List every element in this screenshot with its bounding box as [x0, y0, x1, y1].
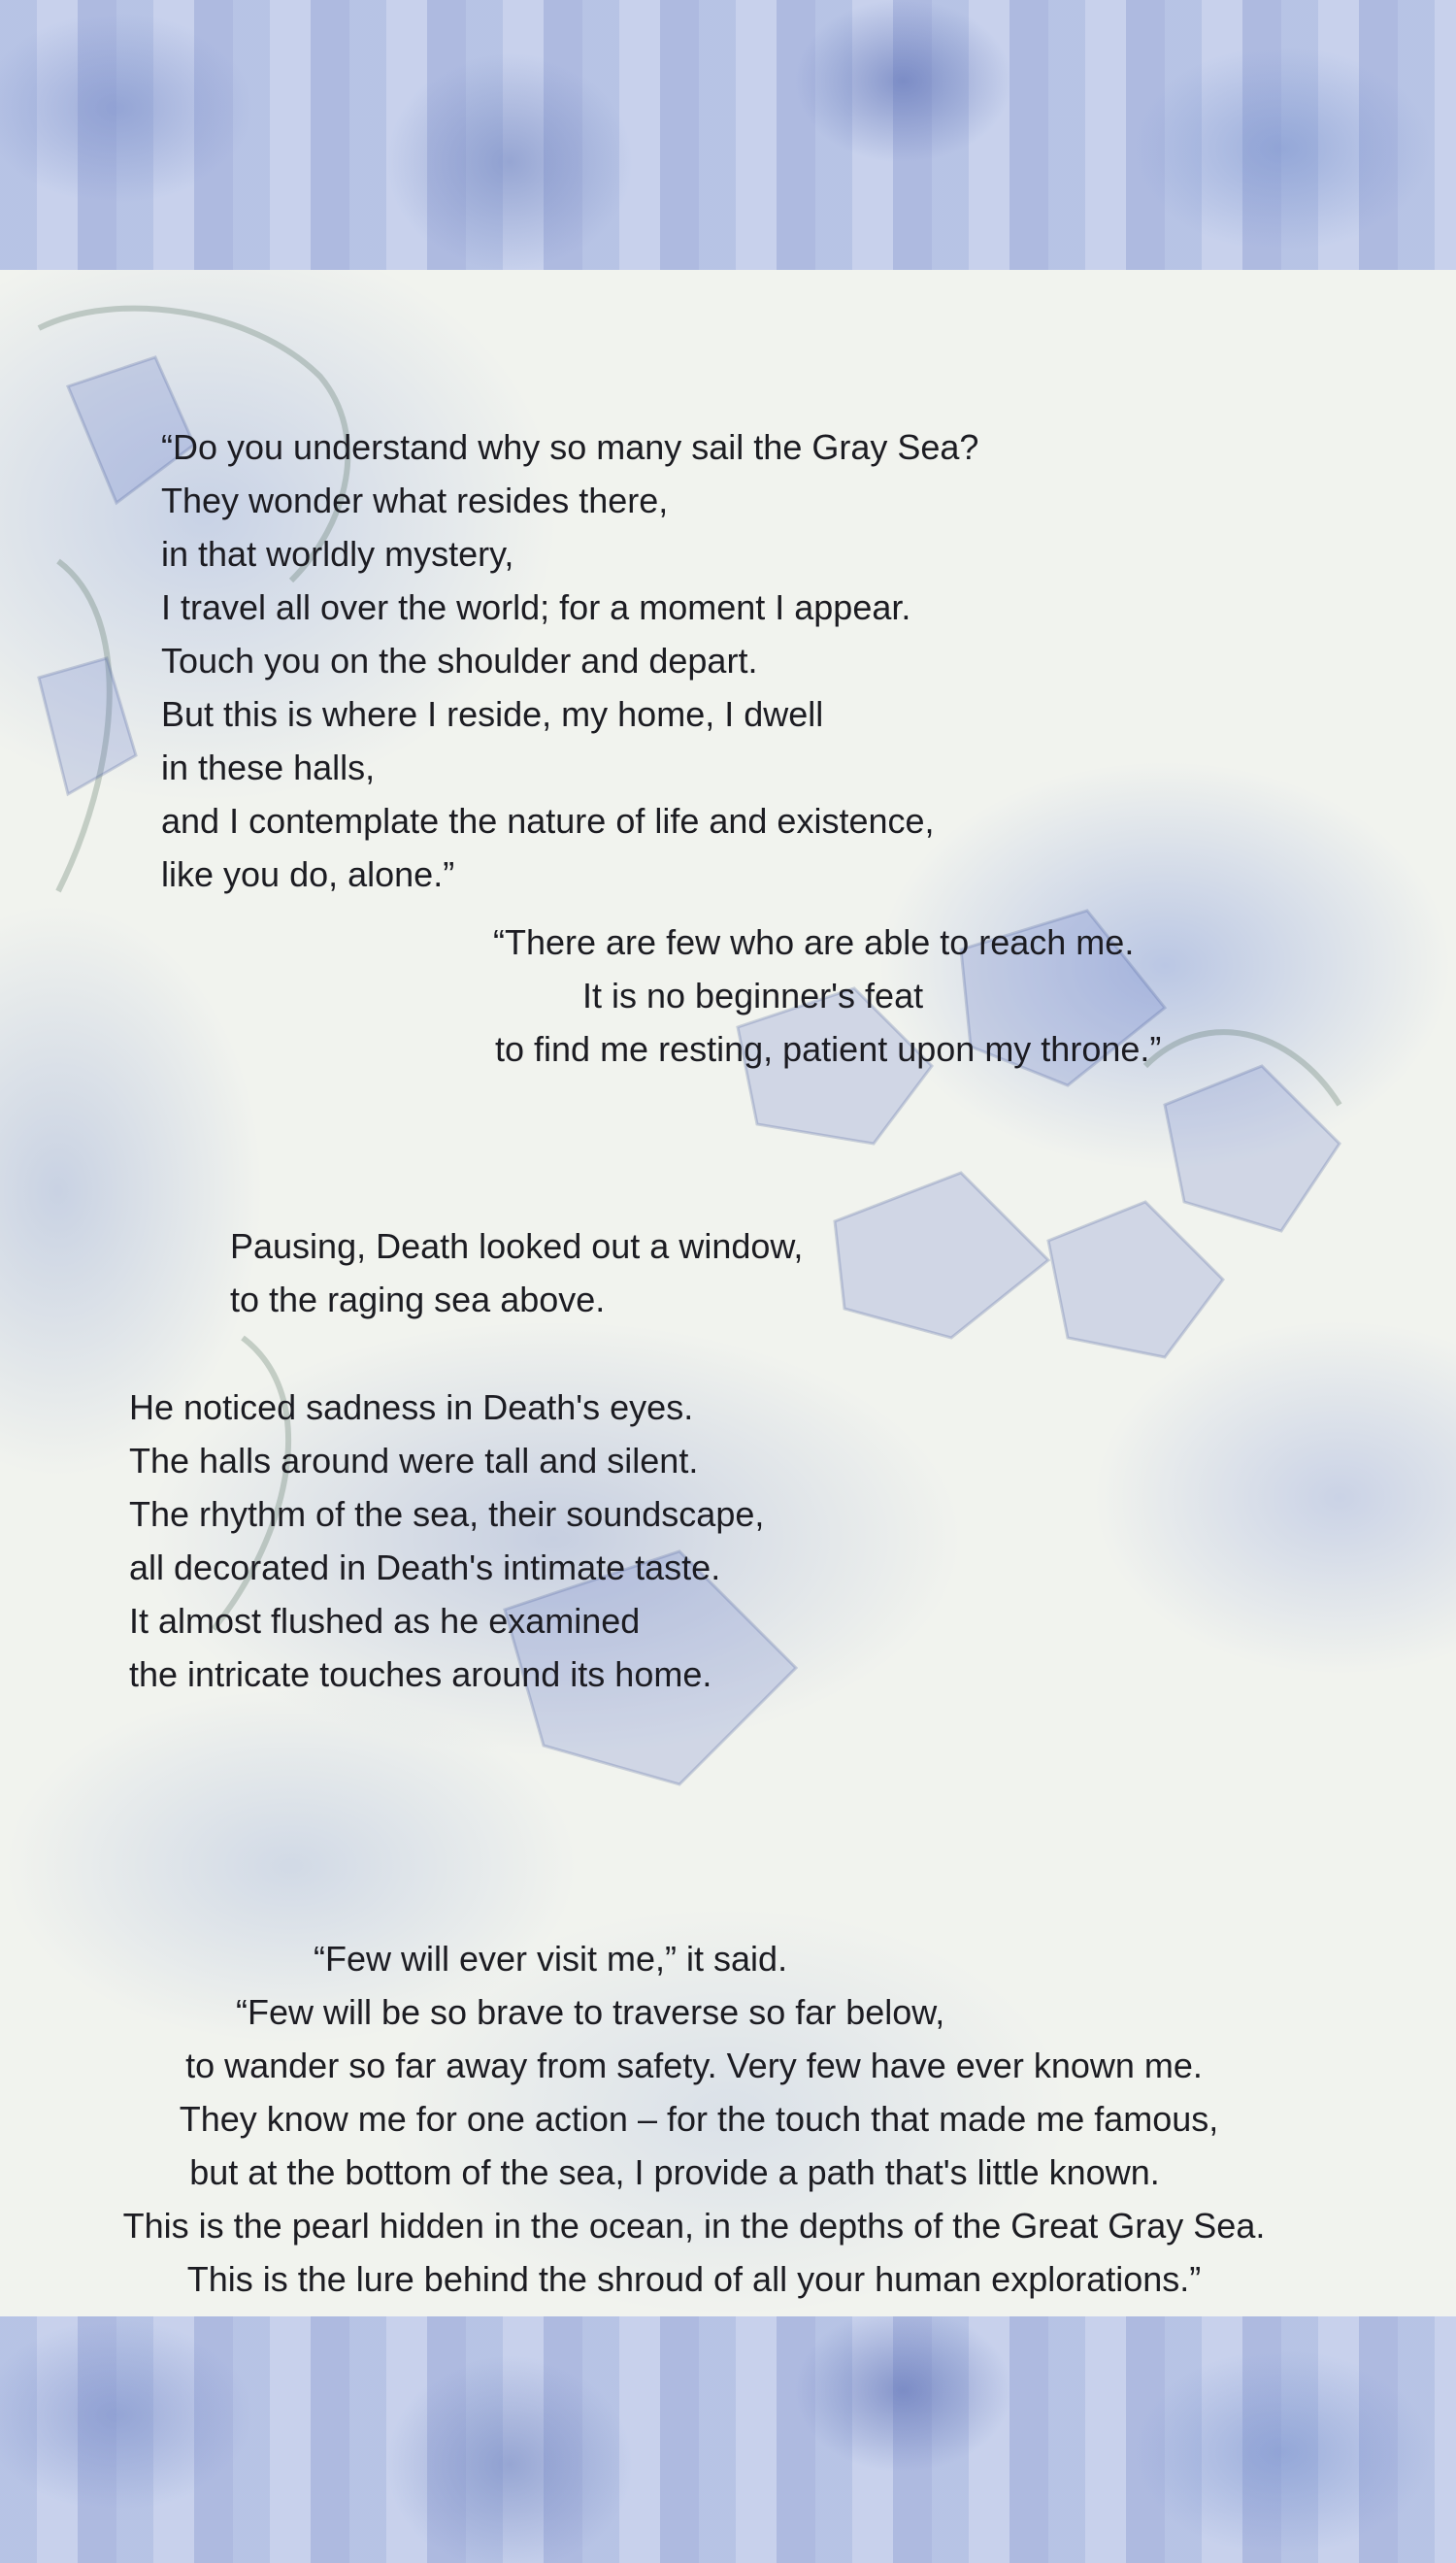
poem-line: It almost flushed as he examined [129, 1601, 641, 1641]
poem-line: “Few will be so brave to traverse so far below, [236, 1992, 945, 2032]
poem-line: “Do you understand why so many sail the Gray Sea? [161, 427, 979, 467]
bottom-watercolor-band [0, 2316, 1456, 2563]
poem-line: They wonder what resides there, [161, 481, 669, 520]
poem-line: to wander so far away from safety. Very few have ever known me. [185, 2046, 1203, 2085]
poem-line: and I contemplate the nature of life and existence, [161, 801, 935, 841]
poem-line: The rhythm of the sea, their soundscape, [129, 1494, 765, 1534]
poem-line: the intricate touches around its home. [129, 1654, 712, 1694]
poem-line: This is the pearl hidden in the ocean, in the depths of the Great Gray Sea. [122, 2206, 1266, 2246]
poem-line: This is the lure behind the shroud of all your human explorations.” [186, 2259, 1202, 2299]
top-watercolor-band [0, 0, 1456, 270]
poem-line: The halls around were tall and silent. [129, 1441, 699, 1481]
poem-line: It is no beginner's feat [582, 976, 924, 1015]
poem-line: But this is where I reside, my home, I dwell [161, 694, 824, 734]
poem-line: in that worldly mystery, [161, 534, 514, 574]
poem-line: Pausing, Death looked out a window, [230, 1226, 804, 1266]
poem-line: like you do, alone.” [161, 854, 455, 894]
poem-line: “There are few who are able to reach me. [493, 922, 1135, 962]
poem-line: Touch you on the shoulder and depart. [161, 641, 758, 681]
poem-line: in these halls, [161, 748, 376, 787]
poem-line: They know me for one action – for the touch that made me famous, [179, 2099, 1219, 2139]
poem-line: to find me resting, patient upon my throne.” [495, 1029, 1162, 1069]
poem-line: “Few will ever visit me,” it said. [314, 1939, 788, 1979]
poem-line: all decorated in Death's intimate taste. [129, 1548, 721, 1587]
poem-line: He noticed sadness in Death's eyes. [129, 1387, 694, 1427]
poem-line: to the raging sea above. [230, 1280, 606, 1319]
poem-line: but at the bottom of the sea, I provide a path that's little known. [189, 2152, 1160, 2192]
poem-line: I travel all over the world; for a moment I appear. [161, 587, 911, 627]
